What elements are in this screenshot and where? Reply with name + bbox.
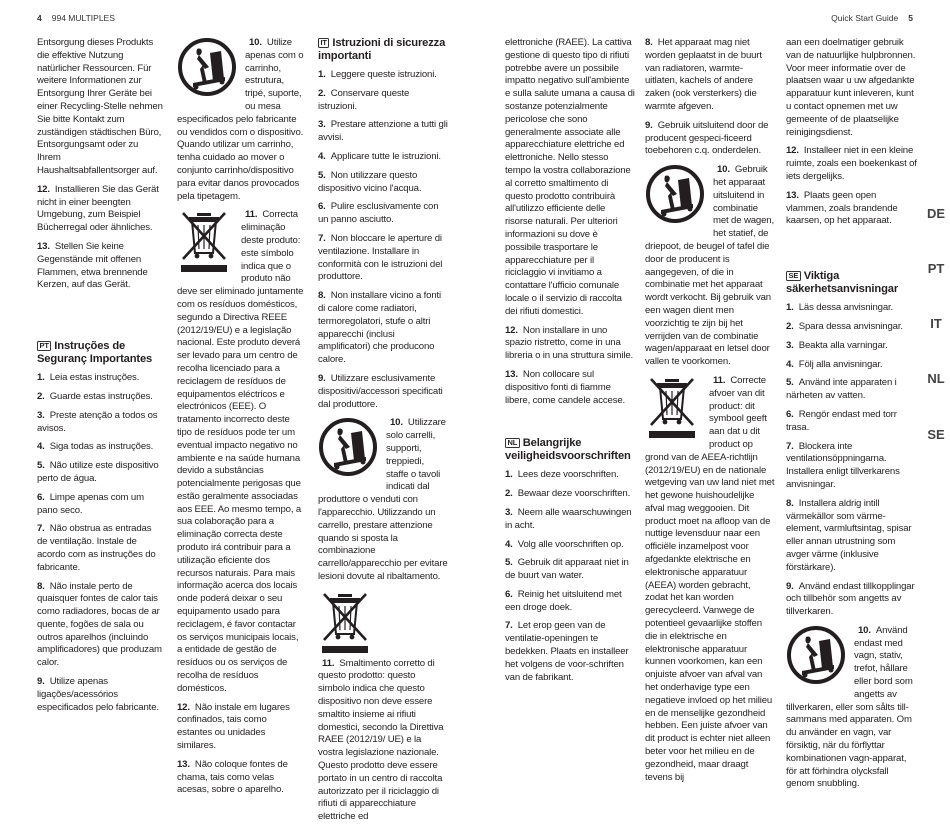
pt-item-3: 3. Preste atenção a todos os avisos.: [37, 409, 158, 434]
se-language-tag: SE: [786, 271, 801, 281]
left-page-header: [37, 13, 115, 23]
it-item-11-continued: elettroniche (RAEE). La cattiva gestione di questo tipo di rifiuti potrebbe avere un possibile impatto negativo sull'ambiente e sulla salute umana a causa di sostanze potenzialmente pericolose che sono generalmente associate alle apparecchiature elettriche ed elettroniche. Nello stesso tempo la vostra collaborazione al corretto smaltimento di questo prodotto contribuirà all'utilizzo efficiente delle risorse naturali. Per ulteriori informazioni su dove è possibile trasportare le apparecchiature per il riciclaggio vi invitiamo a contattare l'ufficio comunale locale o il servizio di raccolta dei rifiuti domestici.: [505, 37, 635, 317]
pt-language-tag: PT: [37, 341, 51, 351]
right-page-header: [831, 13, 913, 23]
left-page-number: 4: [37, 13, 42, 23]
se-item-10: 10. Använd endast med vagn, stativ, trefot, hållare eller bord som angetts av tillverkaren, eller som sålts till-sammans med apparaten. Om du använder en vagn, var försiktig, när du förflyttar kombinationen vagn-apparat, för att förhindra olycksfall genom snubbling.: [786, 624, 913, 790]
nl-item-6: 6. Reinig het uitsluitend met een droge doek.: [505, 588, 622, 613]
column-nl-se: [786, 37, 918, 797]
se-item-7: 7. Blockera inte ventilationsöppningarna. Installera enligt tillverkarens anvisningar.: [786, 440, 900, 490]
pt-section-title: PT Instruções de Seguranç Importantes: [37, 340, 153, 365]
weee-crossed-bin-icon: [318, 590, 374, 654]
it-item-10: 10. Utilizzare solo carrelli, supporti, treppiedi, staffe o tavoli indicati dal produttore o venduti con l'apparecchio. Utilizzando un carrello, prestare attenzione quando si sposta la combinazione carrello/apparecchio per evitare lesioni dovute al ribaltamento.: [318, 417, 448, 582]
pt-instruction-list: [37, 372, 164, 714]
it-item-12: 12. Non installare in uno spazio ristretto, come in una libreria o in una struttura simile.: [505, 324, 634, 362]
cart-tipover-warning-icon: [177, 37, 237, 97]
tab-se[interactable]: SE: [922, 424, 950, 446]
nl-item-4: 4. Volg alle voorschriften op.: [505, 538, 624, 550]
tab-de[interactable]: DE: [922, 203, 950, 225]
pt-item-11: 11. Correcta eliminação deste produto: este símbolo indica que o produto não deve ser eliminado juntamente com os resíduos domésticos, segundo a Directiva REEE (2012/19/EU) e a legislação nacional. Este produto deverá ser levado para um centro de recolha licenciado para a reciclagem de resíduos de equipamentos eléctricos e electrónicos (EEE). O tratamento incorrecto deste tipo de resíduos pode ter um eventual impacto negativo no ambiente e na saúde humana devido a substâncias potencialmente perigosas que estão geralmente associadas aos EEE. Ao mesmo tempo, a sua colaboração para a eliminação correcta deste produto irá contribuir para a utilização eficiente dos recursos naturais. Para mais informação acerca dos locais onde poderá deixar o seu equipamento usado para reciclagem, é favor contactar os serviços municipais locais, a entidade de gestão de resíduos ou os serviços de recolha de resíduos domésticos.: [177, 209, 304, 694]
cart-tipover-warning-icon: [318, 417, 378, 477]
it-language-tag: IT: [318, 38, 329, 48]
pt-item-12: 12. Não instale em lugares confinados, tais como estantes ou unidades similares.: [177, 701, 290, 752]
right-header-title: Quick Start Guide: [831, 13, 899, 23]
nl-section-title: NL Belangrijke veiligheidsvoorschriften: [505, 437, 631, 462]
se-item-1: 1. Läs dessa anvisningar.: [786, 302, 894, 314]
it-item-4: 4. Applicare tutte le istruzioni.: [318, 150, 441, 162]
tab-pt[interactable]: PT: [922, 258, 950, 280]
it-item-6: 6. Pulire esclusivamente con un panno asciutto.: [318, 201, 439, 226]
nl-item-7: 7. Let erop geen van de ventilatie-openingen te bedekken. Plaats en installeer het volgens de voor-schriften van de fabrikant.: [505, 620, 629, 683]
se-item-5: 5. Använd inte apparaten i närheten av vatten.: [786, 377, 897, 402]
right-page-number: 5: [908, 13, 913, 23]
pt-item-8: 8. Não instale perto de quaisquer fontes de calor tais como radiadores, bocas de ar quente, fogões de sala ou outros aparelhos (incluindo amplificadores) que produzam calor.: [37, 580, 162, 669]
column-nl-cont: [645, 37, 775, 790]
it-item-3: 3. Prestare attenzione a tutti gli avvisi.: [318, 119, 448, 144]
it-item-13: 13. Non collocare sul dispositivo fonti di fiamme libere, come candele accese.: [505, 368, 626, 406]
de-item-12: 12. Installieren Sie das Gerät nicht in einer beengten Umgebung, zum Beispiel Bücherregal oder ähnliches.: [37, 183, 159, 234]
nl-instruction-list: [505, 469, 635, 684]
se-item-3: 3. Beakta alla varningar.: [786, 339, 888, 351]
nl-item-5: 5. Gebruik dit apparaat niet in de buurt van water.: [505, 557, 629, 582]
column-it-nl: [505, 37, 635, 690]
it-item-9: 9. Utilizzare esclusivamente dispositivi/accessori specificati dal produttore.: [318, 372, 443, 410]
column-de-pt: [37, 37, 164, 720]
nl-item-11: 11. Correcte afvoer van dit product: dit symbool geeft aan dat u dit product op grond van de AEEA-richtlijn (2012/19/EU) en de nationale wetgeving van uw land niet met het gewone huishoudelijke afval mag weggooien. Dit product moet na afloop van de nuttige levensduur naar een officiële inzamelpost voor afgedankte elektrische en elektronische apparatuur (AEEA) worden gebracht, zodat het kan worden gerecycleerd. Vanwege de potentieel gevaarlijke stoffen die in elektrische en elektronische apparatuur kunnen voorkomen, kan een onjuiste afvoer van afval van het onderhavige type een negatieve invloed op het milieu en de menselijke gezondheid hebben. Een juiste afvoer van dit product is echter niet alleen beter voor het milieu en de gezondheid, maar draagt tevens bij: [645, 374, 775, 783]
it-item-7: 7. Non bloccare le aperture di ventilazione. Installare in conformità con le istruzioni del produttore.: [318, 232, 443, 283]
it-section-title: IT Istruzioni di sicurezza importanti: [318, 37, 446, 62]
cart-tipover-warning-icon: [645, 164, 705, 224]
cart-tipover-warning-icon: [786, 625, 846, 685]
pt-item-13: 13. Não coloque fontes de chama, tais como velas acesas, sobre o aparelho.: [177, 758, 288, 796]
nl-item-13: 13. Plaats geen open vlammen, zoals brandende kaarsen, op het apparaat.: [786, 189, 898, 227]
se-item-4: 4. Följ alla anvisningar.: [786, 358, 883, 370]
nl-item-12: 12. Installeer niet in een kleine ruimte, zoals een boekenkast of iets dergelijks.: [786, 145, 917, 182]
nl-language-tag: NL: [505, 438, 520, 448]
it-item-2: 2. Conservare queste istruzioni.: [318, 87, 410, 112]
column-it: [318, 37, 448, 830]
tab-nl[interactable]: NL: [922, 368, 950, 390]
pt-item-6: 6. Limpe apenas com um pano seco.: [37, 491, 144, 516]
de-disposal-tail: Entsorgung dieses Produkts die effektive Nutzung natürlicher Ressourcen. Für weitere Informationen zur Entsorgung Ihrer Geräte bei einer Recycling-Stelle nehmen Sie bitte Kontakt zum zuständigen städtischen Büro, Entsorgungsamt oder zu Ihrem Haushaltsabfallentsorger auf.: [37, 37, 163, 176]
de-item-13: 13. Stellen Sie keine Gegenstände mit offenen Flammen, etwa brennende Kerzen, auf das Gerät.: [37, 240, 148, 291]
nl-item-1: 1. Lees deze voorschriften.: [505, 469, 619, 481]
nl-item-8: 8. Het apparaat mag niet worden geplaatst in de buurt van radiatoren, warmte-uitlaten, kachels of andere zaken (ook versterkers) die warmte afgeven.: [645, 37, 762, 112]
weee-crossed-bin-icon: [645, 375, 701, 439]
it-item-5: 5. Non utilizzare questo dispositivo vicino l'acqua.: [318, 169, 422, 194]
nl-item-2: 2. Bewaar deze voorschriften.: [505, 488, 631, 500]
se-section-title: SE Viktiga säkerhetsanvisningar: [786, 270, 899, 295]
se-item-6: 6. Rengör endast med torr trasa.: [786, 408, 897, 433]
pt-item-1: 1. Leia estas instruções.: [37, 372, 140, 384]
nl-item-3: 3. Neem alle waarschuwingen in acht.: [505, 506, 632, 531]
left-header-title: 994 MULTIPLES: [51, 13, 115, 23]
nl-item-10: 10. Gebruik het apparaat uitsluitend in combinatie met de wagen, het statief, de driepoot, de beugel of tafel die door de producent is aangegeven, of die in combinatie met het apparaat wordt verkocht. Bij gebruik van een wagen dient men voorzichtig te zijn bij het verrijden van de combinatie wagen/apparaat en letsel door vallen te voorkomen.: [645, 164, 774, 368]
weee-crossed-bin-icon: [177, 209, 233, 273]
pt-item-4: 4. Siga todas as instruções.: [37, 441, 154, 453]
se-item-9: 9. Använd endast tillkopplingar och tillbehör som angetts av tillverkaren.: [786, 580, 915, 618]
pt-item-9: 9. Utilize apenas ligações/acessórios especificados pelo fabricante.: [37, 676, 159, 713]
it-item-1: 1. Leggere queste istruzioni.: [318, 69, 437, 80]
tab-it[interactable]: IT: [922, 313, 950, 335]
it-instruction-list: [318, 69, 448, 411]
se-item-2: 2. Spara dessa anvisningar.: [786, 320, 903, 332]
it-item-11: 11. Smaltimento corretto di questo prodotto: questo simbolo indica che questo dispositivo non deve essere smaltito insieme ai rifiuti domestici, secondo la Direttiva RAEE (2012/19/ UE) e la vostra legislazione nazionale. Questo prodotto deve essere portato in un centro di raccolta autorizzato per il riciclaggio di rifiuti di apparecchiature elettriche ed: [318, 590, 448, 824]
column-pt-cont: [177, 37, 304, 803]
it-item-8: 8. Non installare vicino a fonti di calore come radiatori, termoregolatori, stufe o altri apparecchi (inclusi amplificatori) che producono calore.: [318, 290, 442, 366]
pt-item-7: 7. Não obstrua as entradas de ventilação. Instale de acordo com as instruções do fabricante.: [37, 523, 156, 573]
se-item-8: 8. Installera aldrig intill värmekällor som värme-element, varmluftsintag, spisar eller annan utrustning som avger värme (inklusive förstärkare).: [786, 497, 912, 573]
nl-item-9: 9. Gebruik uitsluitend door de producent gespeci-ficeerd toebehoren c.q. onderdelen.: [645, 119, 769, 157]
pt-item-2: 2. Guarde estas instruções.: [37, 390, 153, 402]
pt-item-5: 5. Não utilize este dispositivo perto de água.: [37, 460, 159, 484]
nl-item-11-continued: aan een doelmatiger gebruik van de natuurlijke hulpbronnen. Voor meer informatie over de plaatsen waar u uw afgedankte apparatuur kunt inleveren, kunt u contact opnemen met uw gemeente of de plaatselijke reinigingsdienst.: [786, 37, 916, 138]
pt-item-10: 10. Utilize apenas com o carrinho, estrutura, tripé, suporte, ou mesa especificados pelo fabricante ou vendidos com o dispositivo. Quando utilizar um carrinho, tenha cuidado ao mover o conjunto carrinho/dispositivo para evitar danos provocados pela tipetagem.: [177, 37, 304, 202]
se-instruction-list: [786, 302, 918, 619]
